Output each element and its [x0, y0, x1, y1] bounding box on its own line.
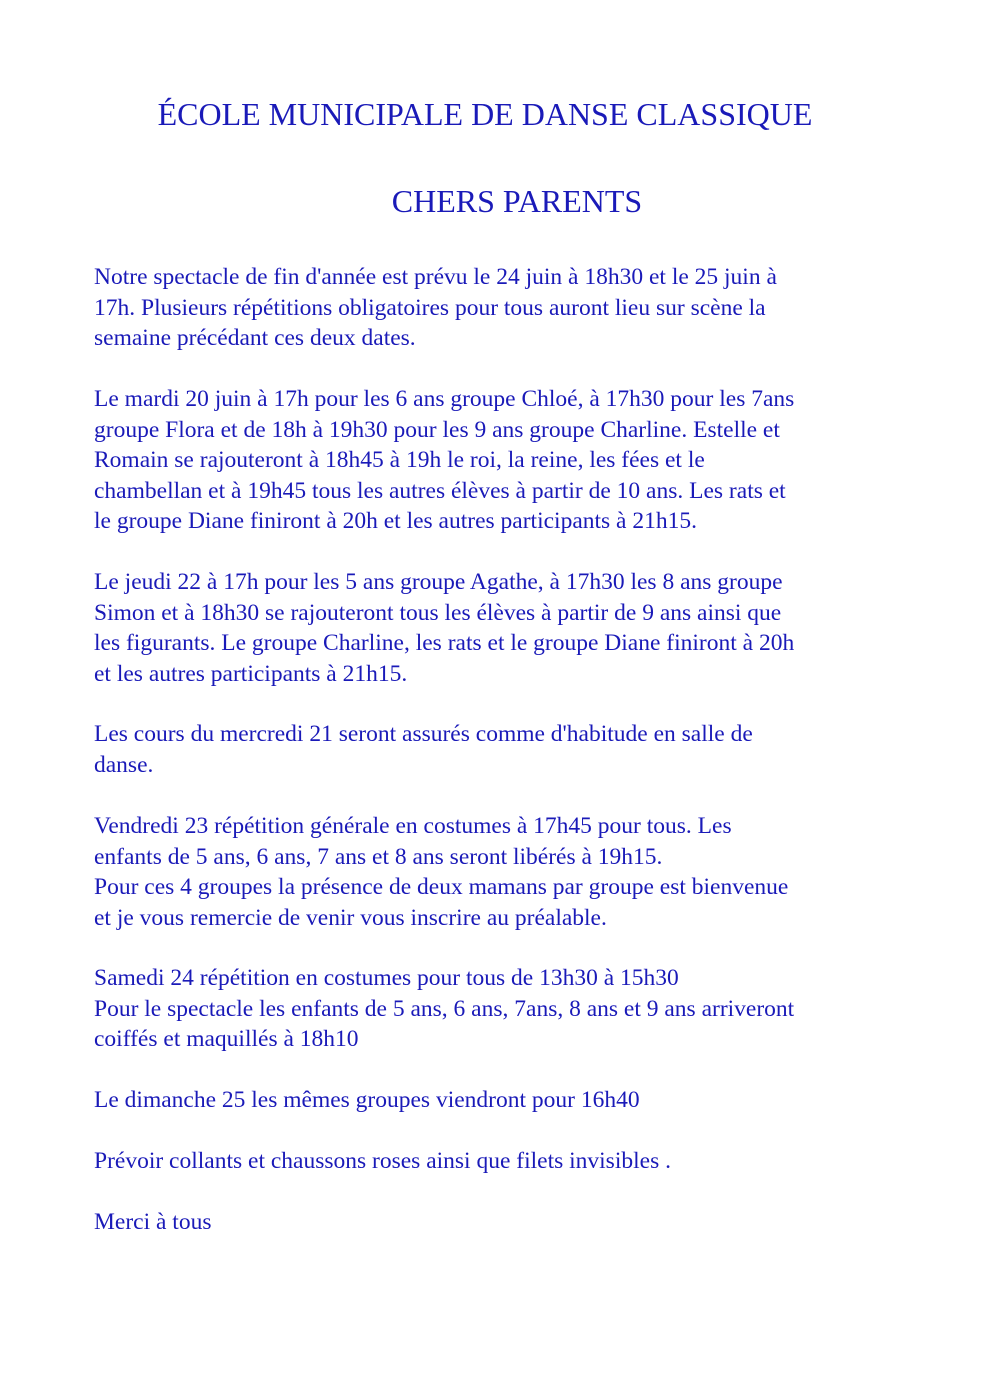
- paragraph-saturday: [94, 963, 894, 1055]
- paragraph-tuesday: [94, 384, 894, 537]
- paragraph-equipment: [94, 1146, 894, 1177]
- text-line: Pour le spectacle les enfants de 5 ans, 6 ans, 7ans, 8 ans et 9 ans arriveront: [94, 995, 795, 1022]
- text-line: groupe Flora et de 18h à 19h30 pour les 9 ans groupe Charline. Estelle et: [94, 416, 780, 443]
- text-line: enfants de 5 ans, 6 ans, 7 ans et 8 ans seront libérés à 19h15.: [94, 843, 663, 870]
- text-line: et les autres participants à 21h15.: [94, 660, 408, 687]
- paragraph-friday: [94, 811, 894, 933]
- text-line: Simon et à 18h30 se rajouteront tous les élèves à partir de 9 ans ainsi que: [94, 599, 782, 626]
- text-line: Notre spectacle de fin d'année est prévu le 24 juin à 18h30 et le 25 juin à: [94, 264, 777, 290]
- text-line: et je vous remercie de venir vous inscrire au préalable.: [94, 904, 607, 931]
- text-line: Prévoir collants et chaussons roses ainsi que filets invisibles .: [94, 1148, 671, 1174]
- text-line: danse.: [94, 751, 154, 778]
- paragraph-closing: [94, 1207, 894, 1238]
- text-line: les figurants. Le groupe Charline, les rats et le groupe Diane finiront à 20h: [94, 630, 795, 656]
- text-line: Pour ces 4 groupes la présence de deux mamans par groupe est bienvenue: [94, 874, 789, 900]
- text-line: coiffés et maquillés à 18h10: [94, 1026, 359, 1052]
- text-line: Le mardi 20 juin à 17h pour les 6 ans groupe Chloé, à 17h30 pour les 7ans: [94, 386, 795, 412]
- text-line: Vendredi 23 répétition générale en costumes à 17h45 pour tous. Les: [94, 813, 732, 839]
- text-line: le groupe Diane finiront à 20h et les autres participants à 21h15.: [94, 508, 697, 534]
- text-line: 17h. Plusieurs répétitions obligatoires pour tous auront lieu sur scène la: [94, 294, 766, 321]
- document-title: ÉCOLE MUNICIPALE DE DANSE CLASSIQUE: [157, 96, 813, 132]
- text-line: Les cours du mercredi 21 seront assurés comme d'habitude en salle de: [94, 721, 753, 747]
- paragraph-wednesday: [94, 719, 894, 780]
- text-line: Merci à tous: [94, 1209, 212, 1235]
- text-line: Le jeudi 22 à 17h pour les 5 ans groupe Agathe, à 17h30 les 8 ans groupe: [94, 569, 783, 595]
- text-line: Romain se rajouteront à 18h45 à 19h le roi, la reine, les fées et le: [94, 447, 705, 473]
- paragraph-sunday: [94, 1085, 894, 1116]
- paragraph-thursday: [94, 567, 894, 689]
- text-line: Samedi 24 répétition en costumes pour tous de 13h30 à 15h30: [94, 965, 679, 991]
- text-line: semaine précédant ces deux dates.: [94, 325, 416, 351]
- text-line: Le dimanche 25 les mêmes groupes viendront pour 16h40: [94, 1087, 640, 1113]
- text-line: chambellan et à 19h45 tous les autres élèves à partir de 10 ans. Les rats et: [94, 477, 786, 504]
- paragraph-intro: [94, 262, 894, 354]
- document-subtitle: CHERS PARENTS: [391, 183, 643, 219]
